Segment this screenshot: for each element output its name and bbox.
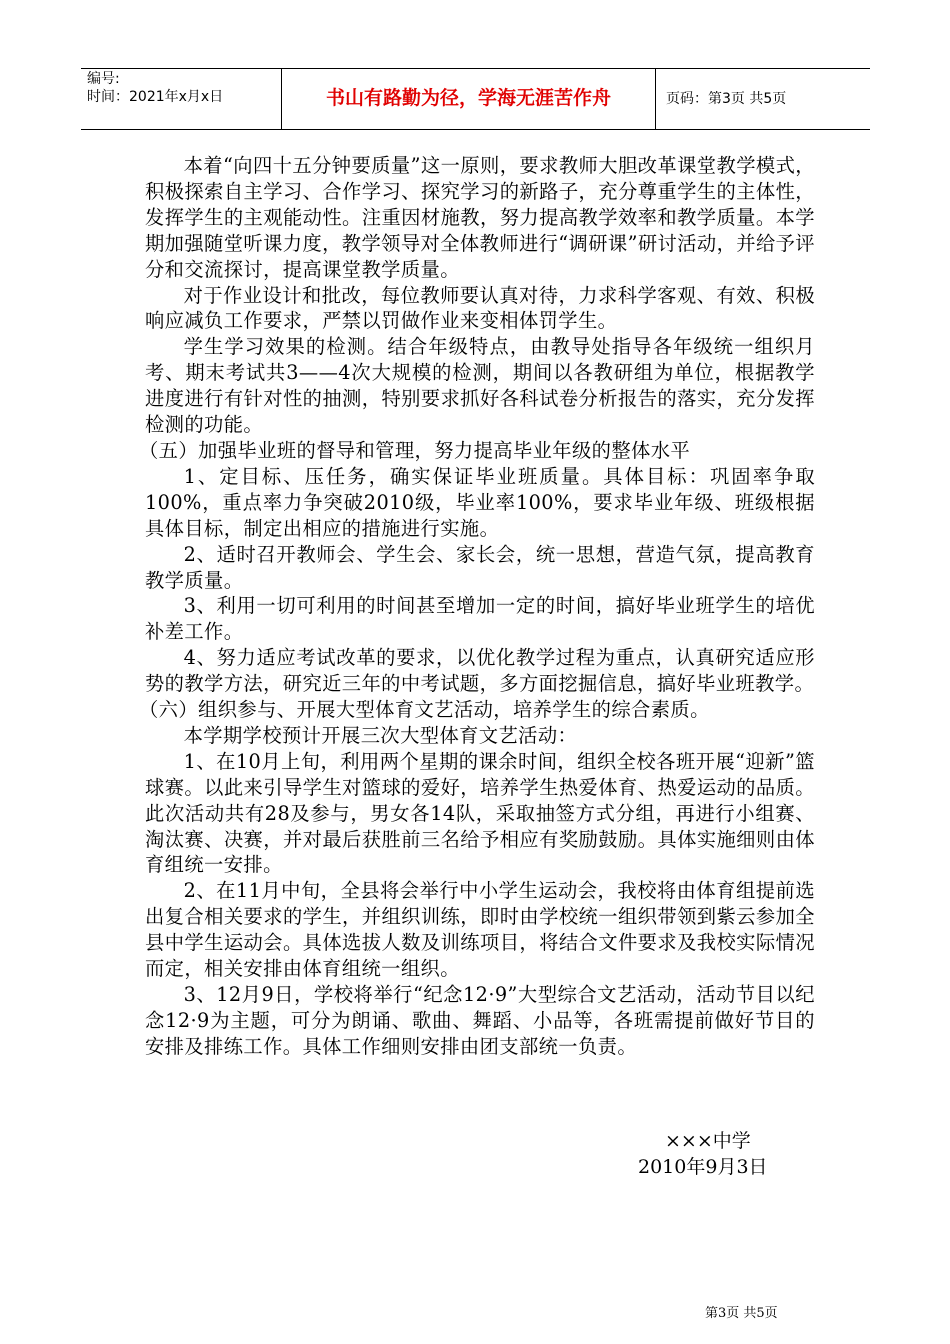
section-heading-5: （五）加强毕业班的督导和管理，努力提高毕业年级的整体水平	[139, 438, 691, 462]
paragraph-classroom-quality: 本着“向四十五分钟要质量”这一原则，要求教师大胆改革课堂教学模式，积极探索自主学习、合作学习、探究学习的新路子，充分尊重学生的主体性，发挥学生的主观能动性。注重因材施教，努力提高教学效率和教学质量。本学期加强随堂听课力度，教学领导对全体教师进行“调研课”研讨活动，并给予评分和交流探讨，提高课堂教学质量。	[145, 154, 815, 281]
signature-school: ×××中学	[665, 1130, 751, 1152]
serial-label: 编号:	[87, 71, 120, 87]
signature-date: 2010年9月3日	[638, 1156, 768, 1178]
header-page-code: 页码：第3页 共5页	[666, 91, 787, 107]
paragraph-graduation-3: 3、利用一切可利用的时间甚至增加一定的时间，搞好毕业班学生的培优补差工作。	[145, 594, 815, 644]
paragraph-homework: 对于作业设计和批改，每位教师要认真对待，力求科学客观、有效、积极响应减负工作要求，严禁以罚做作业来变相体罚学生。	[145, 283, 815, 333]
footer-page-number: 第3页 共5页	[705, 1306, 778, 1321]
paragraph-activities-intro: 本学期学校预计开展三次大型体育文艺活动：	[183, 723, 578, 747]
section-heading-6: （六）组织参与、开展大型体育文艺活动，培养学生的综合素质。	[139, 698, 710, 722]
page-header	[81, 68, 870, 130]
header-right-cell	[655, 69, 870, 129]
paragraph-graduation-4: 4、努力适应考试改革的要求，以优化教学过程为重点，认真研究适应形势的教学方法，研究近三年的中考试题，多方面挖掘信息，搞好毕业班教学。	[145, 646, 815, 696]
paragraph-activity-basketball: 1、在10月上旬，利用两个星期的课余时间，组织全校各班开展“迎新”篮球赛。以此来引导学生对篮球的爱好，培养学生热爱体育、热爱运动的品质。此次活动共有28及参与，男女各14队，采取抽签方式分组，再进行小组赛、淘汰赛、决赛，并对最后获胜前三名给予相应有奖励鼓励。具体实施细则由体育组统一安排。	[145, 749, 815, 877]
paragraph-assessment: 学生学习效果的检测。结合年级特点，由教导处指导各年级统一组织月考、期末考试共3——4次大规模的检测，期间以各教研组为单位，根据教学进度进行有针对性的抽测，特别要求抓好各科试卷分析报告的落实，充分发挥检测的功能。	[145, 335, 815, 437]
header-motto: 书山有路勤为径，学海无涯苦作舟	[325, 87, 611, 109]
header-left-cell	[81, 69, 281, 129]
time-line: 时间：2021年x月x日	[87, 89, 224, 105]
document-body	[139, 153, 815, 1060]
paragraph-graduation-1: 1、定目标、压任务，确实保证毕业班质量。具体目标：巩固率争取100%，重点率力争突破2010级，毕业率100%，要求毕业年级、班级根据具体目标，制定出相应的措施进行实施。	[145, 464, 815, 540]
paragraph-activity-sports-meet: 2、在11月中旬，全县将会举行中小学生运动会，我校将由体育组提前选出复合相关要求的学生，并组织训练，即时由学校统一组织带领到紫云参加全县中学生运动会。具体选拔人数及训练项目，将结合文件要求及我校实际情况而定，相关安排由体育组统一组织。	[145, 879, 815, 981]
paragraph-graduation-2: 2、适时召开教师会、学生会、家长会，统一思想，营造气氛，提高教育教学质量。	[145, 542, 815, 592]
paragraph-activity-arts: 3、12月9日，学校将举行“纪念12·9”大型综合文艺活动，活动节目以纪念12·9为主题，可分为朗诵、歌曲、舞蹈、小品等，各班需提前做好节目的安排及排练工作。具体工作细则安排由团支部统一负责。	[145, 983, 815, 1058]
header-motto-cell	[281, 69, 656, 129]
